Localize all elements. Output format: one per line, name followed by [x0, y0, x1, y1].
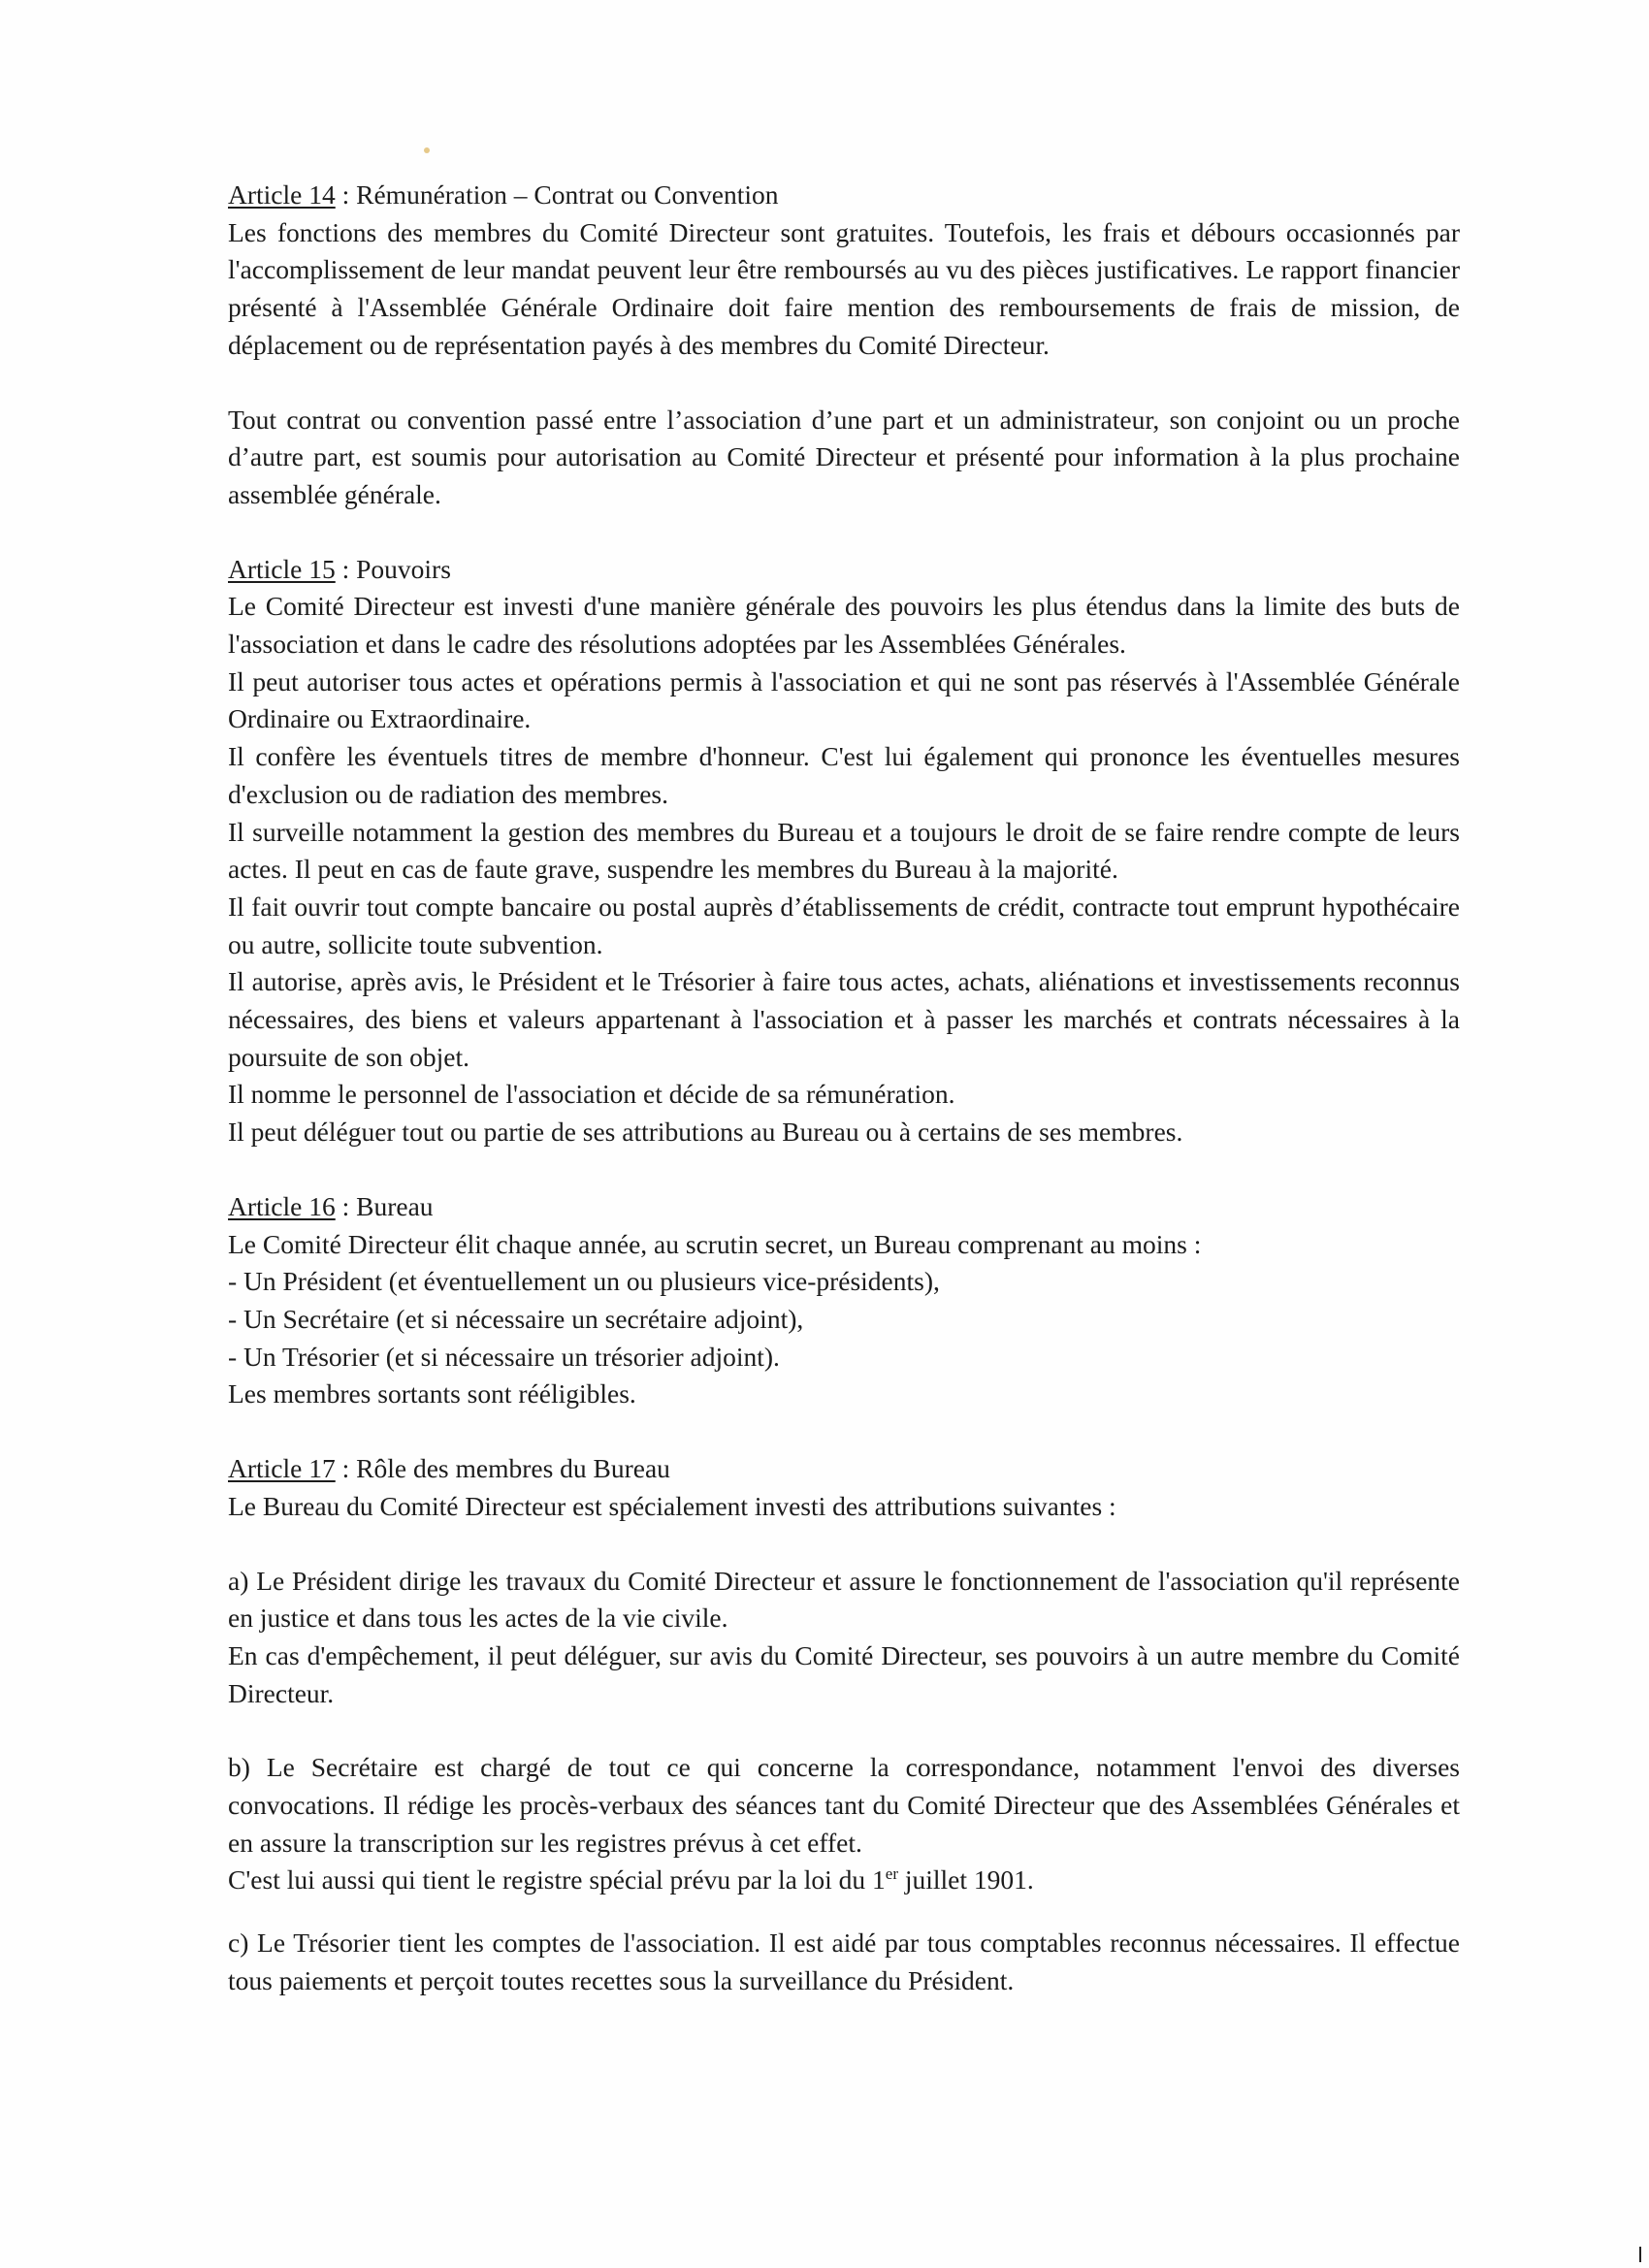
- article-15-paragraph: Il autorise, après avis, le Président et le Trésorier à faire tous actes, achats, aliénations et investissements reconnus nécessaires, des biens et valeurs appartenant à l'association et à passer les marchés et contrats nécessaires à la poursuite de son objet.: [228, 966, 1460, 1072]
- article-15-paragraph: Il fait ouvrir tout compte bancaire ou postal auprès d’établissements de crédit, contracte tout emprunt hypothécaire ou autre, sollicite toute subvention.: [228, 891, 1460, 959]
- article-16-intro: Le Comité Directeur élit chaque année, au scrutin secret, un Bureau comprenant au moins :: [228, 1228, 1202, 1259]
- article-16-number: Article 16: [228, 1190, 336, 1221]
- president-paragraph: a) Le Président dirige les travaux du Comité Directeur et assure le fonctionnement de l'association qu'il représente en justice et dans tous les actes de la vie civile.: [228, 1565, 1460, 1634]
- article-16: [228, 1188, 1460, 1413]
- article-14: [228, 177, 1460, 514]
- registre-text: C'est lui aussi qui tient le registre spécial prévu par la loi du 1: [228, 1864, 886, 1895]
- article-16-title: [228, 1188, 1460, 1226]
- president-paragraph: En cas d'empêchement, il peut déléguer, sur avis du Comité Directeur, ses pouvoirs à un autre membre du Comité Directeur.: [228, 1639, 1460, 1708]
- registre-superscript: er: [885, 1864, 898, 1884]
- article-15-paragraph: Le Comité Directeur est investi d'une manière générale des pouvoirs les plus étendus dans la limite des buts de l'association et dans le cadre des résolutions adoptées par les Assemblées Générales.: [228, 591, 1460, 660]
- article-17-number: Article 17: [228, 1453, 336, 1484]
- scan-edge-mark: [1639, 2247, 1641, 2262]
- bureau-members-list: [228, 1263, 1460, 1376]
- article-15-paragraph: Il confère les éventuels titres de membre d'honneur. C'est lui également qui prononce les éventuelles mesures d'exclusion ou de radiation des membres.: [228, 741, 1460, 809]
- article-17-heading: : Rôle des membres du Bureau: [335, 1453, 670, 1484]
- article-14-heading: : Rémunération – Contrat ou Convention: [335, 179, 779, 210]
- list-item: - Un Trésorier (et si nécessaire un trésorier adjoint).: [228, 1341, 780, 1372]
- article-15-paragraph: Il peut autoriser tous actes et opérations permis à l'association et qui ne sont pas réservés à l'Assemblée Générale Ordinaire ou Extraordinaire.: [228, 665, 1460, 734]
- article-14-paragraph: Tout contrat ou convention passé entre l’association d’une part et un administrateur, son conjoint ou un proche d’autre part, est soumis pour autorisation au Comité Directeur et présenté pour information à la plus prochaine assemblée générale.: [228, 404, 1460, 509]
- article-15-paragraph: Il nomme le personnel de l'association et décide de sa rémunération.: [228, 1079, 955, 1110]
- scan-speck: [424, 147, 430, 153]
- document-body: [228, 177, 1460, 2000]
- tresorier-paragraph: c) Le Trésorier tient les comptes de l'association. Il est aidé par tous comptables reconnus nécessaires. Il effectue tous paiements et perçoit toutes recettes sous la surveillance du Président.: [228, 1928, 1460, 1995]
- article-14-number: Article 14: [228, 179, 336, 210]
- registre-date: juillet 1901.: [898, 1864, 1034, 1895]
- article-17-intro: Le Bureau du Comité Directeur est spécialement investi des attributions suivantes :: [228, 1490, 1116, 1521]
- article-14-paragraph: Les fonctions des membres du Comité Directeur sont gratuites. Toutefois, les frais et débours occasionnés par l'accomplissement de leur mandat peuvent leur être remboursés au vu des pièces justificatives. Le rapport financier présenté à l'Assemblée Générale Ordinaire doit faire mention des remboursements de frais de mission, de déplacement ou de représentation payés à des membres du Comité Directeur.: [228, 216, 1460, 360]
- secretaire-registre-line: [228, 1862, 1460, 1899]
- article-14-title: [228, 177, 1460, 214]
- article-15-heading: : Pouvoirs: [335, 553, 451, 584]
- article-17-title: [228, 1450, 1460, 1488]
- article-15-paragraph: Il surveille notamment la gestion des membres du Bureau et a toujours le droit de se faire rendre compte de leurs actes. Il peut en cas de faute grave, suspendre les membres du Bureau à la majorité.: [228, 816, 1460, 885]
- article-15-paragraph: Il peut déléguer tout ou partie de ses attributions au Bureau ou à certains de ses membres.: [228, 1117, 1183, 1148]
- list-item: - Un Secrétaire (et si nécessaire un secrétaire adjoint),: [228, 1303, 804, 1334]
- article-17: [228, 1450, 1460, 1999]
- article-16-heading: : Bureau: [335, 1190, 434, 1221]
- article-15: [228, 551, 1460, 1151]
- article-15-title: [228, 551, 1460, 589]
- article-16-closing: Les membres sortants sont rééligibles.: [228, 1378, 636, 1409]
- secretaire-paragraph: b) Le Secrétaire est chargé de tout ce qui concerne la correspondance, notamment l'envoi des diverses convocations. Il rédige les procès-verbaux des séances tant du Comité Directeur que des Assemblées Générales et en assure la transcription sur les registres prévus à cet effet.: [228, 1752, 1460, 1858]
- list-item: - Un Président (et éventuellement un ou plusieurs vice-présidents),: [228, 1266, 940, 1297]
- article-15-number: Article 15: [228, 553, 336, 584]
